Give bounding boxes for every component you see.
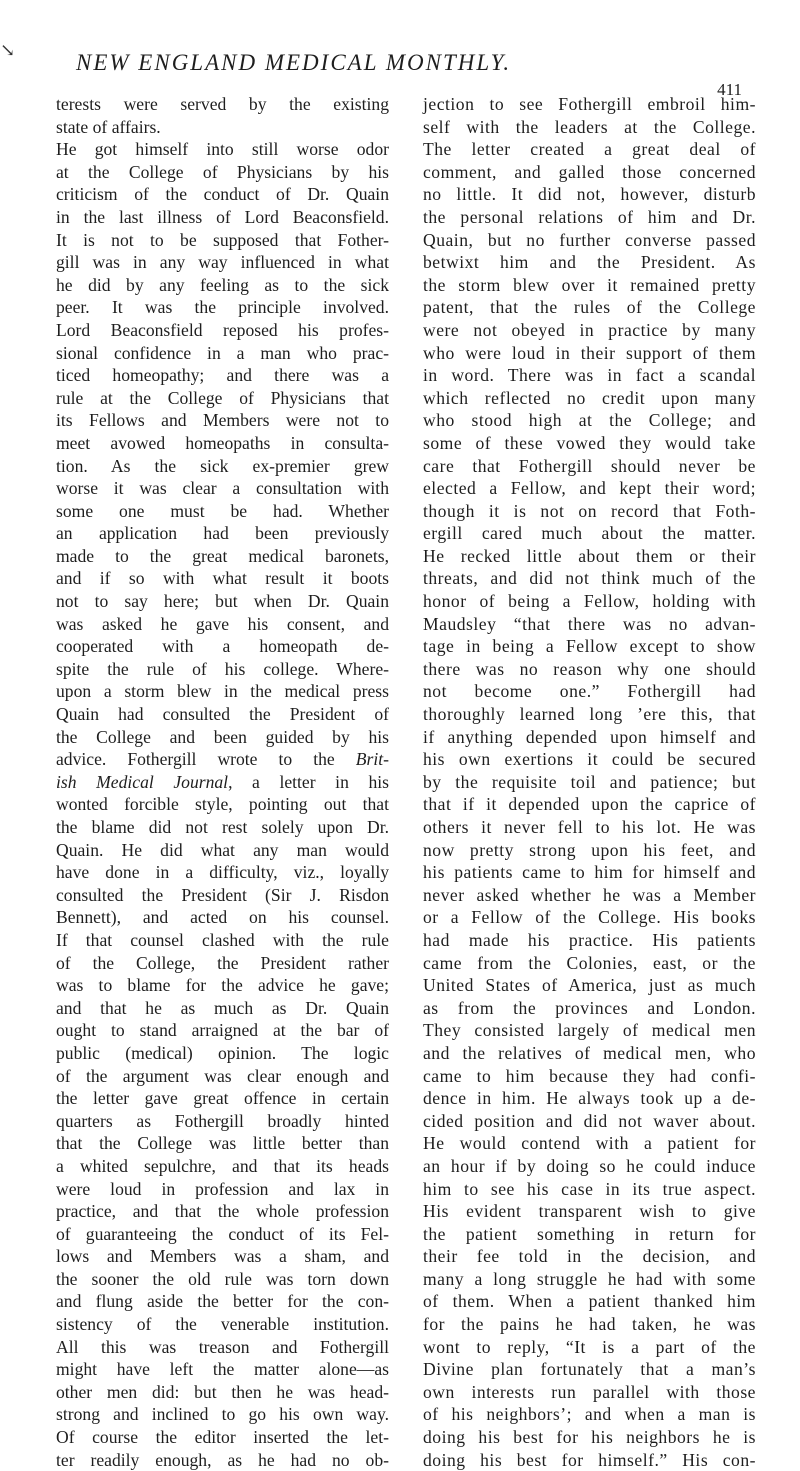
text-line: other men did: but then he was head- <box>56 1381 389 1402</box>
text-line: the College and been guided by his <box>56 726 389 747</box>
text-line: the blame did not rest solely upon Dr. <box>56 817 389 837</box>
text-line: his own exertions it could be secured <box>423 749 756 770</box>
text-line: public (medical) opinion. The logic <box>56 1042 389 1063</box>
text-line: honor of being a Fellow, holding with <box>423 591 756 612</box>
text-line: He would contend with a patient for <box>423 1133 756 1154</box>
text-line: of them. When a patient thanked him <box>423 1291 756 1312</box>
text-line: might have left the matter alone—as <box>56 1359 389 1380</box>
text-line: thoroughly learned long ’ere this, that <box>423 704 756 725</box>
text-line: his patients came to him for himself and <box>423 862 756 883</box>
text-line: were loud in profession and lax in <box>56 1178 389 1199</box>
text-line: came to him because they had confi- <box>423 1065 756 1086</box>
text-line: All this was treason and Fothergill <box>56 1336 389 1357</box>
text-line: criticism of the conduct of Dr. Quain <box>56 184 389 205</box>
text-line: not become one.” Fothergill had <box>423 681 756 702</box>
text-line: many a long struggle he had with some <box>423 1268 756 1289</box>
text-line: elected a Fellow, and kept their word; <box>423 478 756 499</box>
text-line: of guaranteeing the conduct of its Fel- <box>56 1223 389 1244</box>
text-line: came from the Colonies, east, or the <box>423 952 756 973</box>
text-line: a whited sepulchre, and that its heads <box>56 1155 389 1176</box>
text-line: have done in a difficulty, viz., loyally <box>56 862 389 883</box>
page-number: 411 <box>717 80 742 99</box>
text-line: advice. Fothergill wrote to the Brit- <box>56 749 389 770</box>
text-line: worse it was clear a consultation with <box>56 478 389 499</box>
left-text-column <box>56 93 389 1471</box>
right-text-column <box>423 93 756 1471</box>
text-line: If that counsel clashed with the rule <box>56 929 389 950</box>
text-line: and that he as much as Dr. Quain <box>56 997 389 1018</box>
text-line: that if it depended upon the caprice of <box>423 794 756 815</box>
text-line: there was no reason why one should <box>423 658 756 679</box>
text-line: was asked he gave his consent, and <box>56 613 389 634</box>
text-line: Of course the editor inserted the let- <box>56 1427 389 1448</box>
text-line: and flung aside the better for the con- <box>56 1291 389 1312</box>
text-line: gill was in any way influenced in what <box>56 252 389 273</box>
text-line: though it is not on record that Foth- <box>423 500 756 521</box>
text-line: if anything depended upon himself and <box>423 726 756 747</box>
text-line: an hour if by doing so he could induce <box>423 1155 756 1176</box>
text-line: he did by any feeling as to the sick <box>56 274 389 295</box>
text-line: dence in him. He always took up a de- <box>423 1088 756 1109</box>
text-line: comment, and galled those concerned <box>423 161 756 182</box>
text-line: an application had been previously <box>56 523 389 544</box>
text-line: cooperated with a homeopath de- <box>56 636 389 657</box>
text-line: wonted forcible style, pointing out that <box>56 794 389 815</box>
text-line: spite the rule of his college. Where- <box>56 658 389 679</box>
text-line: not to say here; but when Dr. Quain <box>56 591 389 612</box>
text-line: quarters as Fothergill broadly hinted <box>56 1110 389 1131</box>
text-line: the letter gave great offence in certain <box>56 1088 389 1109</box>
text-line: was to blame for the advice he gave; <box>56 975 389 996</box>
text-line: or a Fellow of the College. His books <box>423 907 756 928</box>
text-line: and the relatives of medical men, who <box>423 1042 756 1063</box>
text-line: cided position and did not waver about. <box>423 1110 756 1131</box>
text-line: never asked whether he was a Member <box>423 884 756 905</box>
text-line: doing his best for himself.” His con- <box>423 1449 756 1470</box>
text-line: patent, that the rules of the College <box>423 297 756 318</box>
page-header <box>0 40 800 99</box>
text-line: ticed homeopathy; and there was a <box>56 365 389 386</box>
text-line: self with the leaders at the College. <box>423 116 756 137</box>
text-line: who stood high at the College; and <box>423 410 756 431</box>
text-line: by the requisite toil and patience; but <box>423 771 756 792</box>
text-line: own interests run parallel with those <box>423 1381 756 1402</box>
text-line: state of affairs. <box>56 116 161 137</box>
text-line: for the pains he had taken, he was <box>423 1314 756 1335</box>
text-line: tage in being a Fellow except to show <box>423 636 756 657</box>
text-line: the storm blew over it remained pretty <box>423 274 756 295</box>
text-line: others it never fell to his lot. He was <box>423 817 756 837</box>
text-line: He got himself into still worse odor <box>56 139 389 160</box>
text-line: care that Fothergill should never be <box>423 455 756 476</box>
text-line: some of these vowed they would take <box>423 432 756 453</box>
text-line: strong and inclined to go his own way. <box>56 1404 389 1425</box>
text-line: made to the great medical baronets, <box>56 545 389 566</box>
running-head: NEW ENGLAND MEDICAL MONTHLY. <box>76 50 512 75</box>
text-line: at the College of Physicians by his <box>56 161 389 182</box>
text-line: of the argument was clear enough and <box>56 1065 389 1086</box>
text-line: the sooner the old rule was torn down <box>56 1268 389 1289</box>
text-line: some one must be had. Whether <box>56 500 389 521</box>
text-line: Bennett), and acted on his counsel. <box>56 907 389 928</box>
text-line: meet avowed homeopaths in consulta- <box>56 432 389 453</box>
text-line: lows and Members was a sham, and <box>56 1246 389 1267</box>
text-line: Quain had consulted the President of <box>56 704 389 725</box>
text-line: He recked little about them or their <box>423 545 756 566</box>
text-line: doing his best for his neighbors he is <box>423 1427 756 1448</box>
text-line: betwixt him and the President. As <box>423 252 756 273</box>
text-line: threats, and did not think much of the <box>423 568 756 589</box>
text-line: the personal relations of him and Dr. <box>423 206 756 227</box>
text-line: terests were served by the existing <box>56 94 389 114</box>
text-line: ergill cared much about the matter. <box>423 523 756 544</box>
text-line: which reflected no credit upon many <box>423 387 756 408</box>
text-line: in the last illness of Lord Beaconsfield. <box>56 206 389 227</box>
text-line: ish Medical Journal, a letter in his <box>56 771 389 792</box>
text-line: of his neighbors’; and when a man is <box>423 1404 756 1425</box>
text-line: It is not to be supposed that Fother- <box>56 229 389 250</box>
text-line: wont to reply, “It is a part of the <box>423 1336 756 1357</box>
text-line: were not obeyed in practice by many <box>423 319 756 340</box>
text-line: consulted the President (Sir J. Risdon <box>56 884 389 905</box>
text-line: The letter created a great deal of <box>423 139 756 160</box>
text-line: no little. It did not, however, disturb <box>423 184 756 205</box>
text-line: had made his practice. His patients <box>423 929 756 950</box>
text-line: Quain, but no further converse passed <box>423 229 756 250</box>
text-line: their fee told in the decision, and <box>423 1246 756 1267</box>
text-line: upon a storm blew in the medical press <box>56 681 389 702</box>
text-line: practice, and that the whole profession <box>56 1201 389 1222</box>
text-line: him to see his case in its true aspect. <box>423 1178 756 1199</box>
text-line: that the College was little better than <box>56 1133 389 1154</box>
text-line: sistency of the venerable institution. <box>56 1314 389 1335</box>
text-line: His evident transparent wish to give <box>423 1201 756 1222</box>
text-line: Quain. He did what any man would <box>56 839 389 860</box>
text-line: ought to stand arraigned at the bar of <box>56 1020 389 1041</box>
text-line: tion. As the sick ex-premier grew <box>56 455 389 476</box>
text-line: Lord Beaconsfield reposed his profes- <box>56 319 389 340</box>
text-line: peer. It was the principle involved. <box>56 297 389 318</box>
text-line: of the College, the President rather <box>56 952 389 973</box>
text-line: sional confidence in a man who prac- <box>56 342 389 363</box>
text-line: now pretty strong upon his feet, and <box>423 839 756 860</box>
text-line: the patient something in return for <box>423 1223 756 1244</box>
text-line: rule at the College of Physicians that <box>56 387 389 408</box>
text-line: in word. There was in fact a scandal <box>423 365 756 386</box>
text-line: who were loud in their support of them <box>423 342 756 363</box>
corner-mark: ↘ <box>0 40 16 60</box>
text-line: Divine plan fortunately that a man’s <box>423 1359 756 1380</box>
text-line: and if so with what result it boots <box>56 568 389 589</box>
text-line: jection to see Fothergill embroil him- <box>423 94 756 114</box>
text-line: United States of America, just as much <box>423 975 756 996</box>
text-line: as from the provinces and London. <box>423 997 756 1018</box>
text-line: Maudsley “that there was no advan- <box>423 613 756 634</box>
text-line: They consisted largely of medical men <box>423 1020 756 1041</box>
text-line: ter readily enough, as he had no ob- <box>56 1449 389 1470</box>
text-line: its Fellows and Members were not to <box>56 410 389 431</box>
